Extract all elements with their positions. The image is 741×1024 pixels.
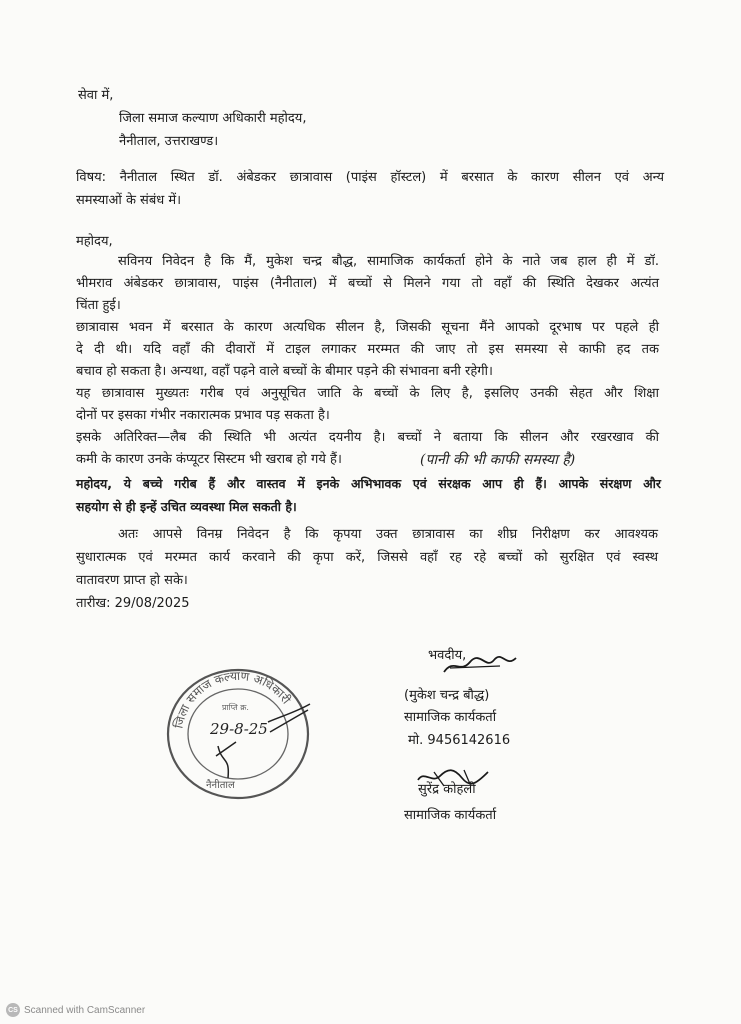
closing-line: सुधारात्मक एवं मरम्मत कार्य करवाने की कृपा करें, जिससे वहाँ रह रहे बच्चों को सुरक्षित एवं स्वस्थ <box>76 550 658 565</box>
signer-phone-1: मो. 9456142616 <box>408 733 511 748</box>
body-line: सविनय निवेदन है कि मैं, मुकेश चन्द्र बौद्ध, सामाजिक कार्यकर्ता होने के नाते जब हाल ही में डॉ. <box>118 254 659 269</box>
recipient-line-2: नैनीताल, उत्तराखण्ड। <box>119 134 219 149</box>
camscanner-logo-icon: CS <box>6 1003 20 1017</box>
recipient-line-1: जिला समाज कल्याण अधिकारी महोदय, <box>119 111 307 126</box>
body-line: चिंता हुई। <box>76 298 121 313</box>
body-line: बचाव हो सकता है। अन्यथा, वहाँ पढ़ने वाले बच्चों के बीमार पड़ने की संभावना बनी रहेगी। <box>76 364 493 379</box>
signer-name-2: सुरेंद्र कोहली <box>418 782 476 797</box>
body-line: इसके अतिरिक्त—लैब की स्थिति भी अत्यंत दयनीय है। बच्चों ने बताया कि सीलन और रखरखाव की <box>76 430 659 445</box>
signer-role-2: सामाजिक कार्यकर्ता <box>404 808 497 823</box>
stamp-place: नैनीताल <box>206 780 235 791</box>
signer-role-1: सामाजिक कार्यकर्ता <box>404 710 497 725</box>
camscanner-watermark <box>6 1003 145 1017</box>
stamp-outer-text: जिला समाज कल्याण अधिकारी <box>171 668 294 730</box>
signer-name-1: (मुकेश चन्द्र बौद्ध) <box>404 688 490 703</box>
bold-line-2: सहयोग से ही इन्हें उचित व्यवस्था मिल सकती है। <box>76 499 297 514</box>
body-line: कमी के कारण उनके कंप्यूटर सिस्टम भी खराब हो गये हैं। <box>76 452 342 467</box>
handwritten-note: (पानी की भी काफी समस्या है) <box>420 452 576 468</box>
salutation-to: सेवा में, <box>78 88 114 103</box>
body-line: छात्रावास भवन में बरसात के कारण अत्यधिक सीलन है, जिसकी सूचना मैंने आपको दूरभाष पर पहले ही <box>76 320 659 335</box>
stamp-handwritten-date: 29-8-25 <box>210 720 268 738</box>
body-line: भीमराव अंबेडकर छात्रावास, पाइंस (नैनीताल) में बच्चों से मिलने गया तो वहाँ की स्थिति देखकर अत्यंत <box>76 276 659 291</box>
body-line: यह छात्रावास मुख्यतः गरीब एवं अनुसूचित जाति के बच्चों के लिए है, इसलिए उनकी सेहत और शिक्षा <box>76 386 659 401</box>
official-stamp <box>158 660 318 802</box>
signature-scribble-1 <box>440 652 520 678</box>
subject-line-2: समस्याओं के संबंध में। <box>76 193 182 208</box>
body-line: दे दी थी। यदि वहाँ की दीवारों में टाइल लगाकर मरम्मत की जाए तो इस समस्या से काफी हद तक <box>76 342 659 357</box>
camscanner-text: Scanned with CamScanner <box>24 1004 146 1016</box>
bold-line-1: महोदय, ये बच्चे गरीब हैं और वास्तव में इनके अभिभावक एवं संरक्षक आप ही हैं। आपके संरक्षण और <box>76 476 661 491</box>
subject-line-1: विषय: नैनीताल स्थित डॉ. अंबेडकर छात्रावास (पाइंस हॉस्टल) में बरसात के कारण सीलन एवं अन्य <box>76 170 664 185</box>
yours-faithfully: भवदीय, <box>428 648 467 663</box>
closing-line: अतः आपसे विनम्र निवेदन है कि कृपया उक्त छात्रावास का शीघ्र निरीक्षण कर आवश्यक <box>118 527 658 542</box>
closing-line: वातावरण प्राप्त हो सके। <box>76 573 188 588</box>
body-line: दोनों पर इसका गंभीर नकारात्मक प्रभाव पड़ सकता है। <box>76 408 330 423</box>
letter-date: तारीख: 29/08/2025 <box>76 596 190 611</box>
greeting: महोदय, <box>76 234 113 249</box>
stamp-inner-label: प्राप्ति क्र. <box>222 703 249 712</box>
